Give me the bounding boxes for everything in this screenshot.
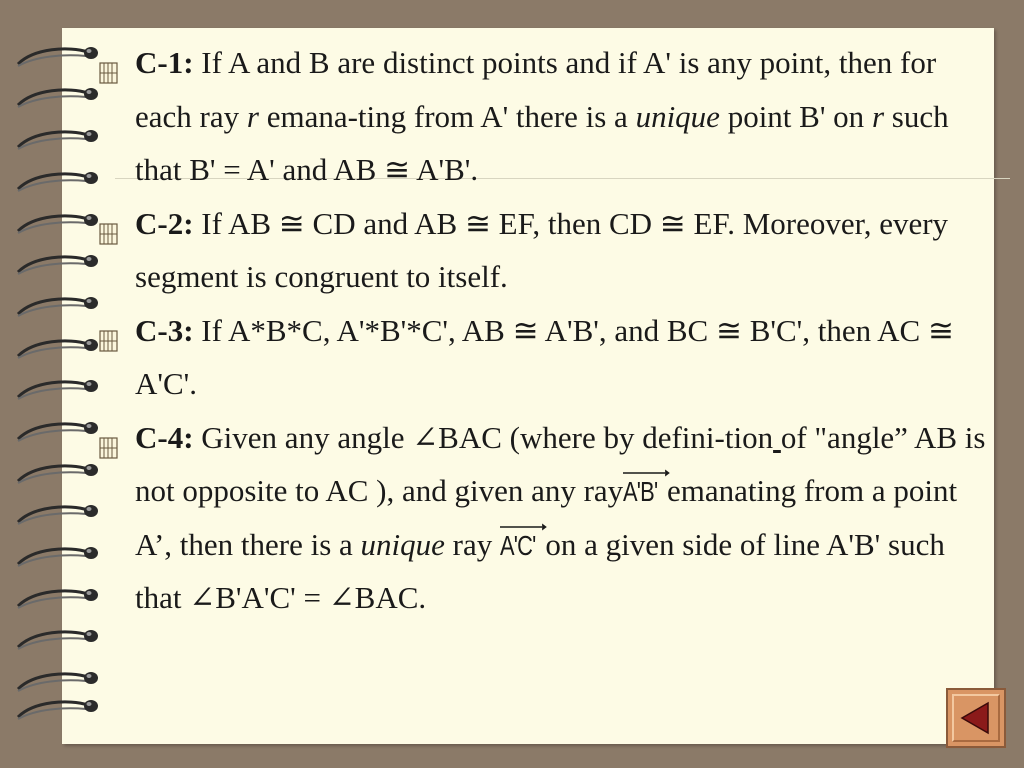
notebook-bullet-icon [97,211,125,239]
axiom-label: C-3: [135,312,194,348]
axiom-text: of "angle” AB is not opposite to AC ), and given any ray [135,419,986,508]
spiral-binding [0,0,110,768]
binding-ring [14,625,104,651]
axiom-text: emana-ting from A' there is a [258,98,636,134]
binding-ring [14,695,104,721]
notebook-bullet-icon [97,50,125,78]
axiom-text: then there is a [172,526,361,562]
axiom-item [135,411,995,625]
axiom-text: , [164,526,173,562]
binding-ring [14,417,104,443]
axiom-text: ray [444,526,501,562]
axiom-text: emanating from a point A’ [135,473,958,562]
axiom-text: If A and B are distinct points and if A' is any point, then for each ray [135,45,937,134]
binding-ring [14,459,104,485]
axiom-list [135,36,995,625]
binding-ring [14,375,104,401]
back-button[interactable] [946,688,1006,748]
notebook-bullet-icon [97,318,125,346]
italic-text: unique [360,526,445,562]
axiom-text: If A*B*C, A'*B'*C', AB ≅ A'B', and BC ≅ B'C', then AC ≅ A'C'. [135,312,954,401]
italic-text: r [246,98,259,134]
binding-ring [14,167,104,193]
axiom-item [135,36,995,197]
ray-arrow-icon [500,522,547,532]
binding-ring [14,667,104,693]
axiom-text: point B' on [719,98,872,134]
ray-arrow-icon [623,468,670,478]
ray-notation: A'B' [623,478,657,506]
binding-ring [14,584,104,610]
binding-ring [14,209,104,235]
axiom-text [773,420,781,455]
axiom-text: on a given side of line A'B' such that ∠B'A'C' = ∠BAC. [135,526,945,615]
binding-ring [14,334,104,360]
binding-ring [14,125,104,151]
axiom-label: C-1: [135,45,194,80]
axiom-item [135,304,995,411]
ray-notation: A'C' [500,532,536,560]
italic-text: unique [635,98,720,134]
binding-ring [14,250,104,276]
binding-ring [14,83,104,109]
notebook-bullet-icon [97,425,125,453]
binding-ring [14,42,104,68]
binding-ring [14,500,104,526]
axiom-text: Given any angle ∠BAC (where by defini-tion [193,419,774,455]
italic-text: r [871,98,885,134]
binding-ring [14,542,104,568]
binding-ring [14,292,104,318]
axiom-item [135,197,995,304]
back-triangle-icon [948,690,1004,746]
axiom-label: C-2: [135,205,194,241]
axiom-text: such that B' = A' and AB ≅ A'B'. [135,98,949,187]
axiom-label: C-4: [135,419,194,455]
axiom-text: If AB ≅ CD and AB ≅ EF, then CD ≅ EF. Moreover, every segment is congruent to itself. [135,205,949,294]
